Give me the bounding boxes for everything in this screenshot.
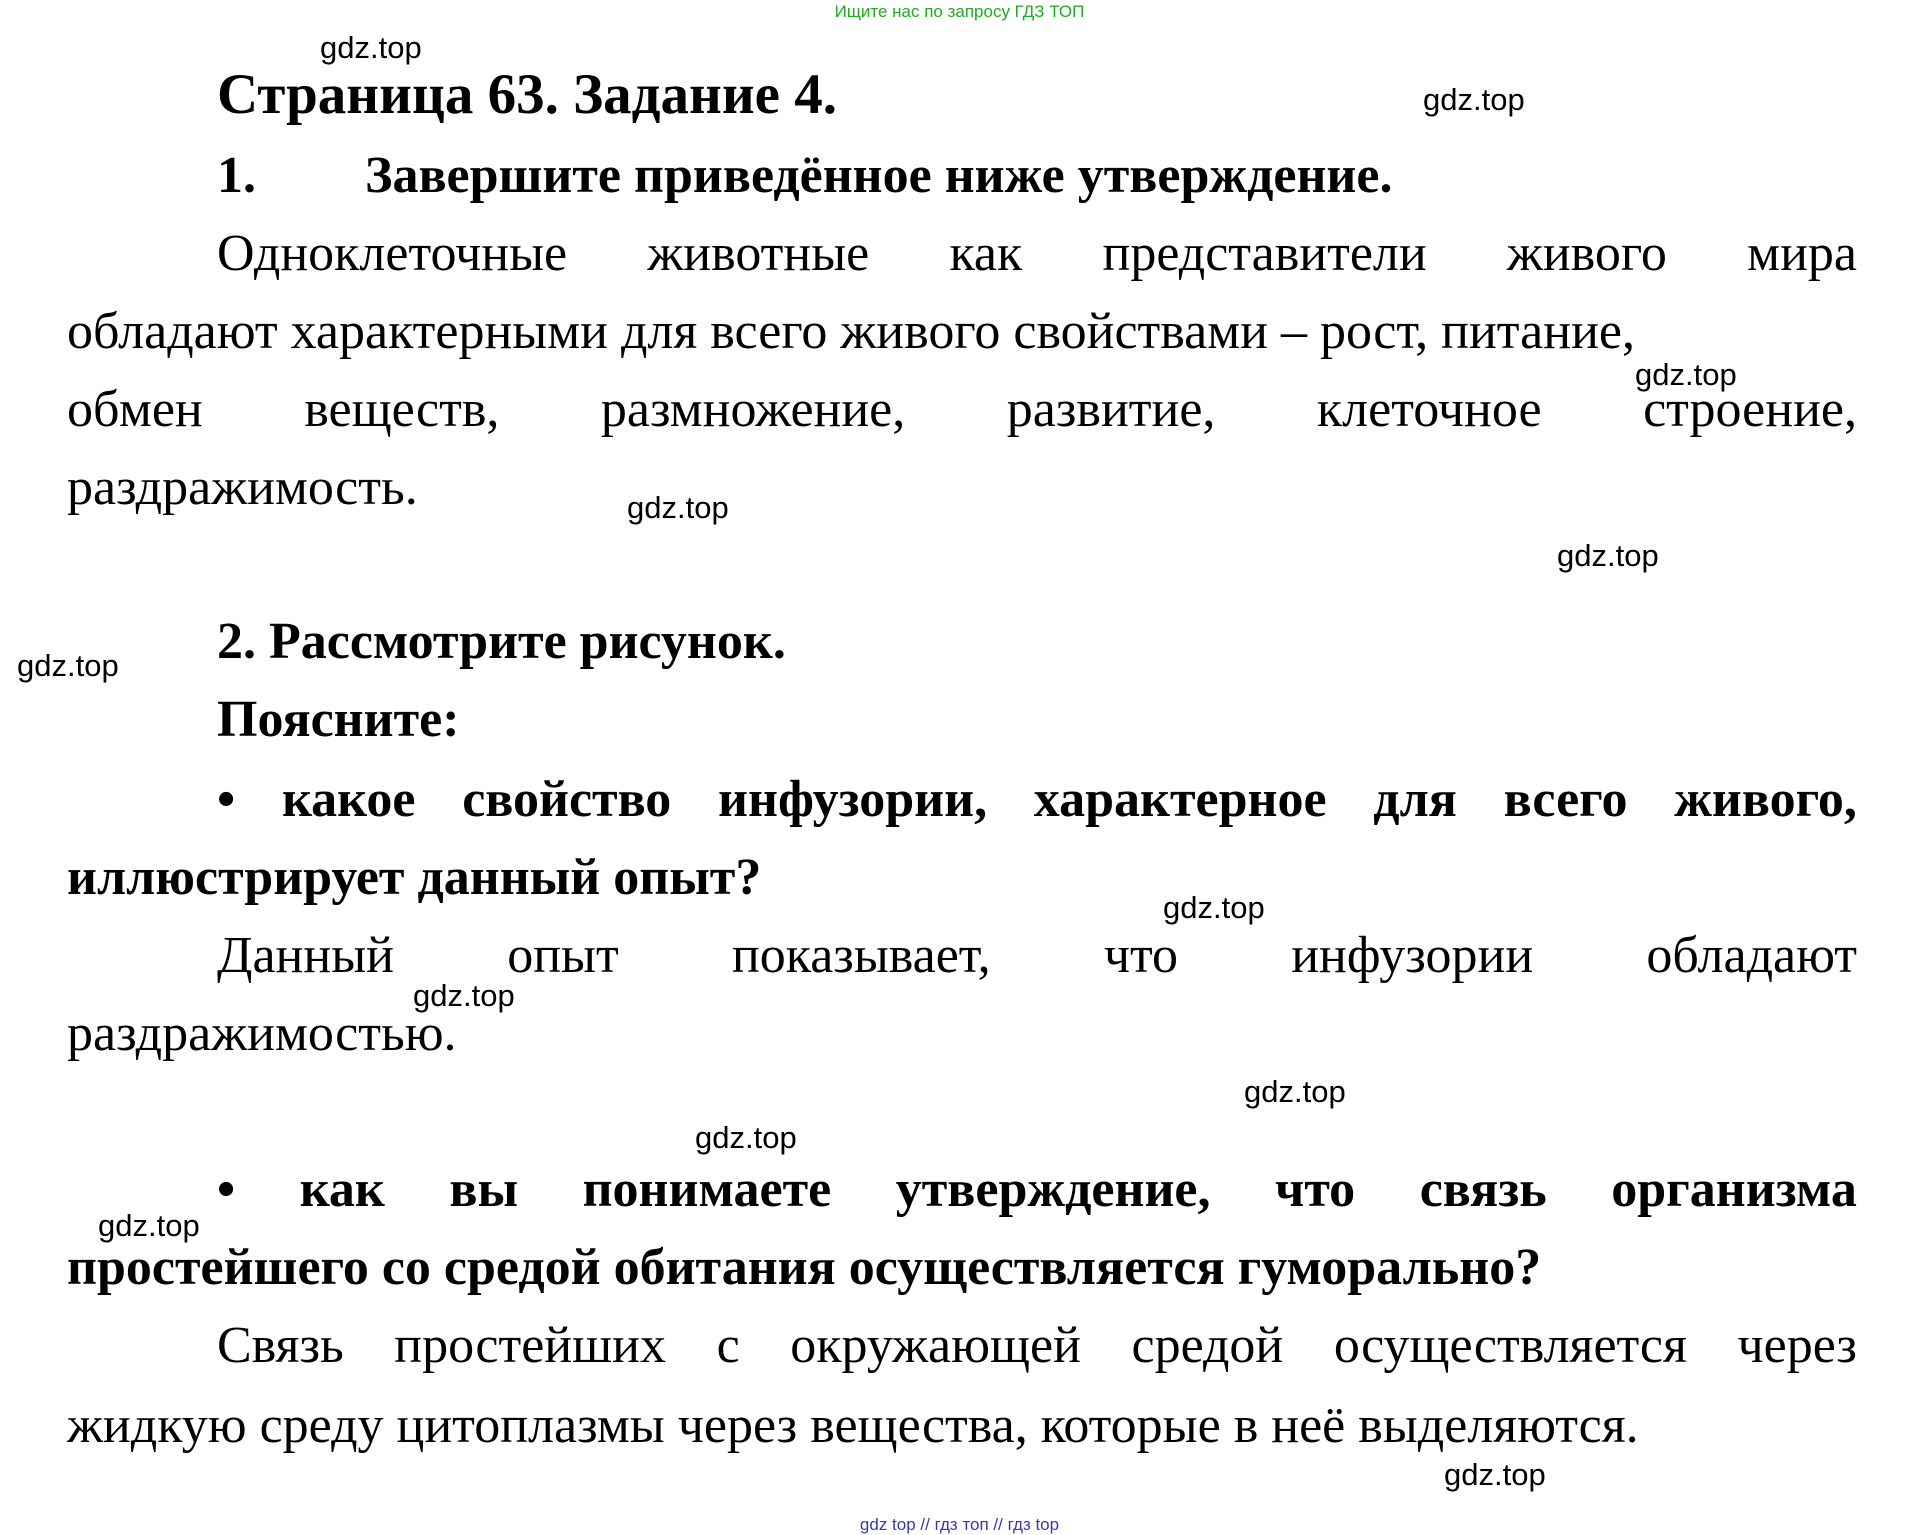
task2-subtitle: Поясните: [217, 691, 460, 748]
task1-answer-line-2: обладают характерными для всего живого свойствами – рост, питание, [67, 303, 1635, 360]
task2-answer1-line-1: Данный опыт показывает, что инфузории обладают [217, 927, 1857, 984]
watermark: gdz.top [1163, 890, 1265, 925]
task2-title: 2. Рассмотрите рисунок. [217, 613, 786, 670]
task1-answer-line-3: обмен веществ, размножение, развитие, клеточное строение, [67, 381, 1857, 438]
task2-question1-line-2: иллюстрирует данный опыт? [67, 849, 762, 906]
watermark: gdz.top [695, 1120, 797, 1155]
task1-answer-line-4: раздражимость. [67, 459, 418, 516]
task2-question2-line-1: • как вы понимаете утверждение, что связь организма [217, 1161, 1857, 1218]
watermark: gdz.top [98, 1208, 200, 1243]
bottom-banner[interactable]: gdz top // гдз топ // гдз top [859, 1515, 1060, 1534]
watermark: gdz.top [627, 490, 729, 525]
task2-answer2-line-2: жидкую среду цитоплазмы через вещества, которые в неё выделяются. [67, 1397, 1639, 1454]
task2-answer2-line-1: Связь простейших с окружающей средой осуществляется через [217, 1317, 1857, 1374]
watermark: gdz.top [1557, 538, 1659, 573]
task2-question2-line-2: простейшего со средой обитания осуществляется гуморально? [67, 1239, 1542, 1296]
watermark: gdz.top [413, 978, 515, 1013]
watermark: gdz.top [320, 30, 422, 65]
watermark: gdz.top [1635, 357, 1737, 392]
task2-answer1-line-2: раздражимостью. [67, 1005, 457, 1062]
task1-answer-line-1: Одноклеточные животные как представители живого мира [217, 225, 1857, 282]
task2-question1-line-1: • какое свойство инфузории, характерное для всего живого, [217, 771, 1857, 828]
watermark: gdz.top [1444, 1457, 1546, 1492]
watermark: gdz.top [17, 648, 119, 683]
top-banner[interactable]: Ищите нас по запросу ГДЗ ТОП [834, 2, 1085, 21]
page-heading: Страница 63. Задание 4. [217, 63, 837, 126]
watermark: gdz.top [1423, 82, 1525, 117]
watermark: gdz.top [1244, 1074, 1346, 1109]
task1-number: 1. [217, 147, 256, 204]
task1-title: Завершите приведённое ниже утверждение. [365, 147, 1393, 204]
